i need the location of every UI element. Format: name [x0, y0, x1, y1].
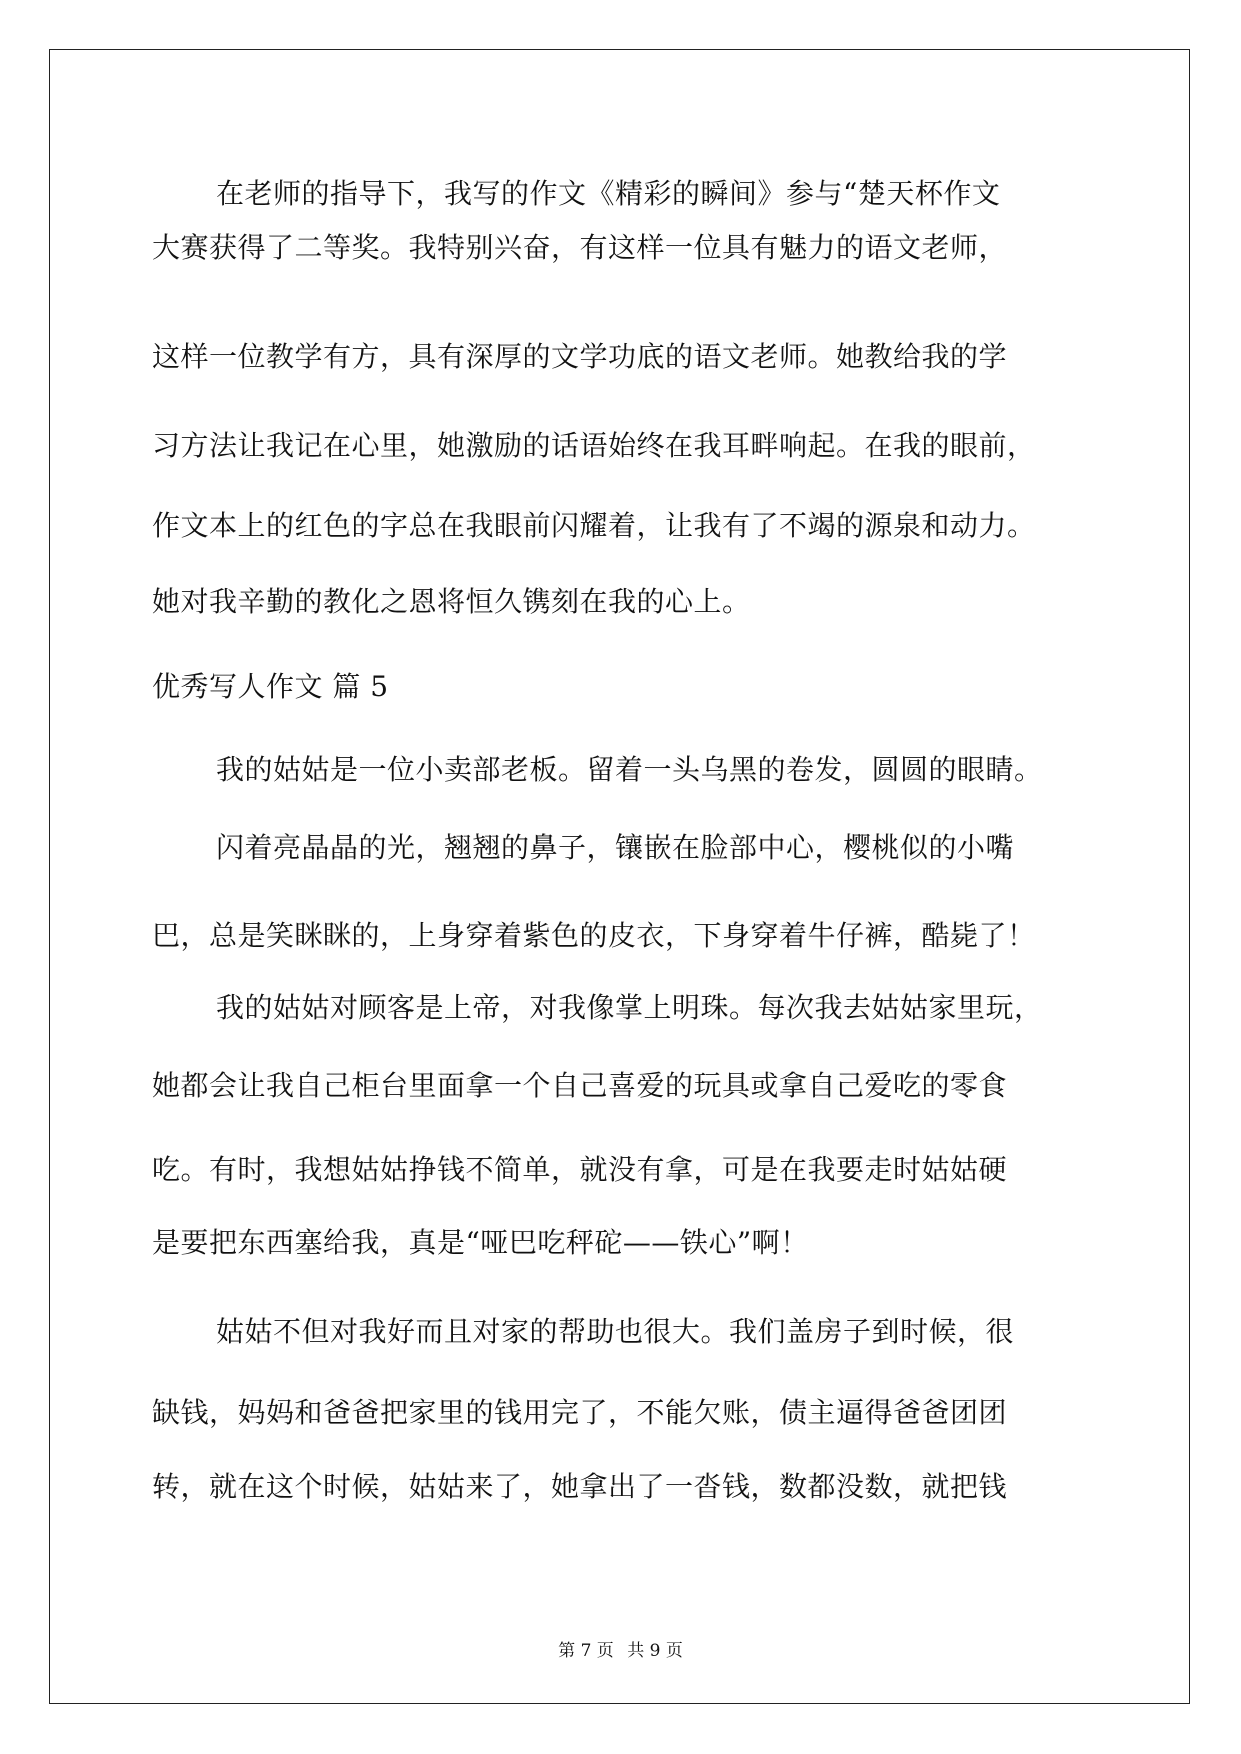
text-line: 吃。有时，我想姑姑挣钱不简单，就没有拿，可是在我要走时姑姑硬: [152, 1153, 1008, 1186]
text-line: 我的姑姑是一位小卖部老板。留着一头乌黑的卷发，圆圆的眼睛。: [216, 753, 1043, 786]
text-line: 巴，总是笑眯眯的，上身穿着紫色的皮衣，下身穿着牛仔裤，酷毙了！: [152, 919, 1036, 952]
section-heading: 优秀写人作文 篇 5: [152, 670, 389, 703]
text-line: 姑姑不但对我好而且对家的帮助也很大。我们盖房子到时候，很: [216, 1315, 1015, 1348]
page-total: 共 9 页: [627, 1641, 683, 1661]
page-border: [49, 49, 1190, 1704]
text-line: 习方法让我记在心里，她激励的话语始终在我耳畔响起。在我的眼前，: [152, 429, 1036, 462]
text-line: 作文本上的红色的字总在我眼前闪耀着，让我有了不竭的源泉和动力。: [152, 509, 1036, 542]
text-line: 是要把东西塞给我，真是“哑巴吃秤砣——铁心”啊！: [152, 1226, 809, 1259]
text-line: 缺钱，妈妈和爸爸把家里的钱用完了，不能欠账，债主逼得爸爸团团: [152, 1396, 1008, 1429]
text-line: 大赛获得了二等奖。我特别兴奋，有这样一位具有魅力的语文老师，: [152, 231, 1008, 264]
page-footer: [0, 1636, 1241, 1661]
text-line: 她都会让我自己柜台里面拿一个自己喜爱的玩具或拿自己爱吃的零食: [152, 1069, 1008, 1102]
text-line: 她对我辛勤的教化之恩将恒久镌刻在我的心上。: [152, 585, 751, 618]
text-line: 在老师的指导下，我写的作文《精彩的瞬间》参与“楚天杯作文: [216, 177, 1001, 210]
text-line: 转，就在这个时候，姑姑来了，她拿出了一沓钱，数都没数，就把钱: [152, 1470, 1008, 1503]
text-line: 我的姑姑对顾客是上帝，对我像掌上明珠。每次我去姑姑家里玩，: [216, 991, 1043, 1024]
text-line: 闪着亮晶晶的光，翘翘的鼻子，镶嵌在脸部中心，樱桃似的小嘴: [216, 831, 1015, 864]
page-number: 第 7 页: [558, 1641, 614, 1661]
text-line: 这样一位教学有方，具有深厚的文学功底的语文老师。她教给我的学: [152, 340, 1008, 373]
